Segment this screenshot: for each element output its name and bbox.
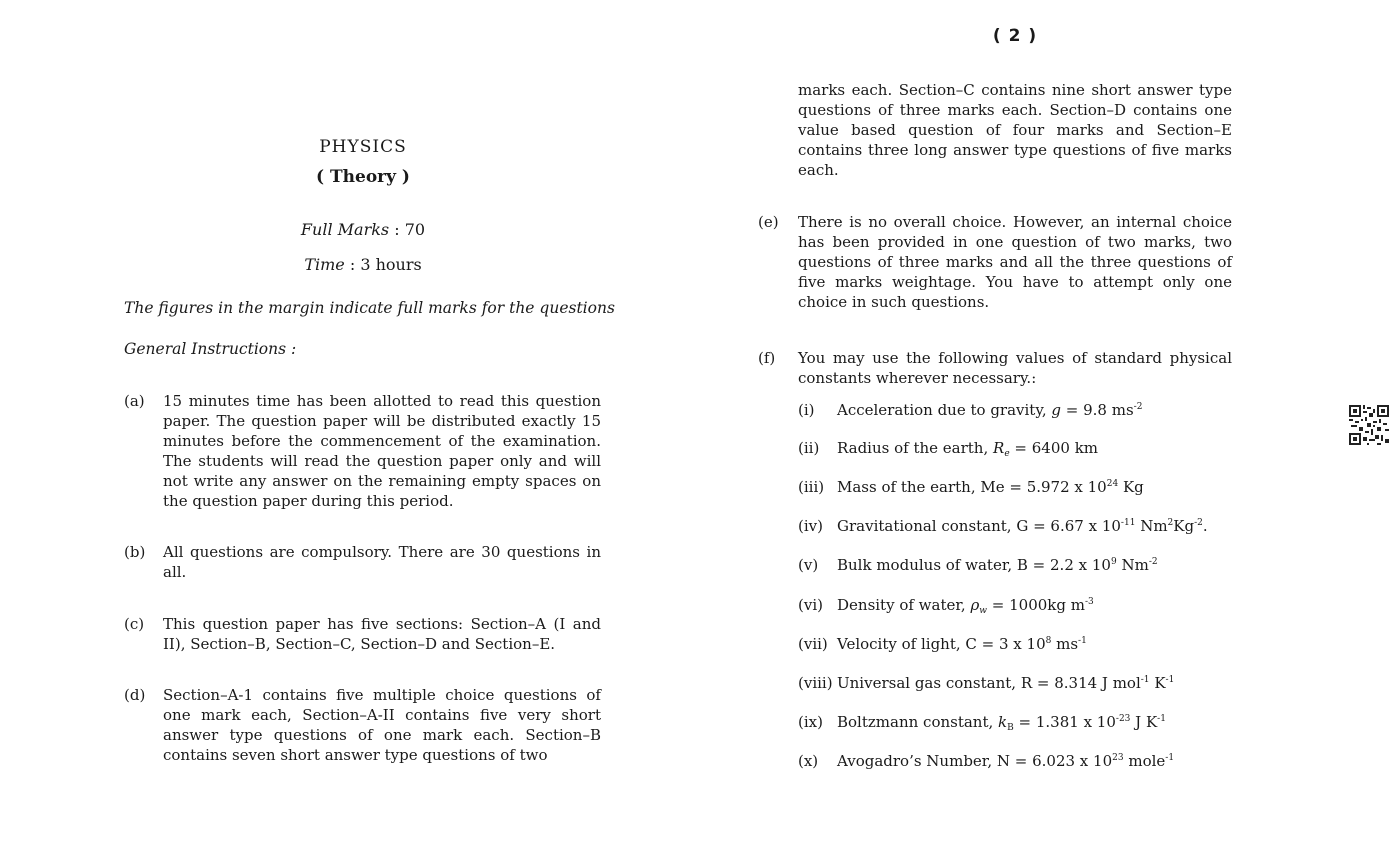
full-marks: [213, 220, 513, 239]
constant-label: (i): [798, 401, 815, 419]
constant-label: (viii): [798, 674, 833, 692]
constant-label: (vi): [798, 596, 823, 614]
constant-value: = 9.8 ms: [1065, 401, 1134, 419]
exponent: -11: [1120, 518, 1136, 528]
instruction-label: (b): [124, 543, 146, 561]
constant-gas: [798, 673, 1174, 693]
exponent: 24: [1106, 479, 1119, 489]
subscript: B: [1007, 723, 1014, 733]
constant-avogadro: [798, 751, 1174, 771]
constant-gravitational: [798, 516, 1208, 536]
constant-name: Mass of the earth, Me = 5.972 x 10: [837, 478, 1107, 496]
constant-name: Boltzmann constant,: [837, 713, 994, 731]
instruction-text: 15 minutes time has been allotted to read this question paper. The question paper will be distributed exactly 15 minutes before the commencement of the examination. The students will read the question paper only and will not write any answer on the remaining empty spaces on the question paper during this period.: [163, 392, 601, 510]
exponent: -1: [1078, 636, 1087, 646]
constant-label: (x): [798, 752, 819, 770]
subscript: w: [979, 606, 987, 616]
exponent: 2: [1167, 518, 1174, 528]
constant-value: = 1.381 x 10: [1013, 713, 1116, 731]
constant-label: (v): [798, 556, 819, 574]
exponent: -1: [1165, 753, 1175, 763]
full-marks-label: Full Marks: [300, 220, 390, 239]
instruction-label: (c): [124, 615, 145, 633]
exponent: -2: [1194, 518, 1203, 528]
constant-label: (ix): [798, 713, 823, 731]
subscript: e: [1004, 449, 1010, 459]
constant-symbol: g: [1051, 401, 1061, 419]
constant-name: Avogadro’s Number, N = 6.023 x 10: [837, 752, 1113, 770]
instruction-label: (e): [758, 213, 779, 231]
full-marks-value: : 70: [394, 220, 426, 239]
constant-name: Gravitational constant, G = 6.67 x 10: [837, 517, 1121, 535]
constant-symbol: k: [998, 713, 1008, 731]
time-label: Time: [304, 255, 345, 274]
time-allowed: [213, 255, 513, 274]
exponent: 23: [1112, 753, 1124, 763]
exponent: -23: [1115, 714, 1131, 724]
unit: .: [1202, 517, 1208, 535]
constant-label: (vii): [798, 635, 828, 653]
constant-name: Bulk modulus of water, B = 2.2 x 10: [837, 556, 1111, 574]
constant-gravity: [798, 400, 1142, 420]
exponent: 8: [1045, 636, 1052, 646]
exponent: 9: [1110, 557, 1117, 567]
instruction-label: (a): [124, 392, 145, 410]
page-number: ( 2 ): [992, 26, 1038, 46]
constant-name: Radius of the earth,: [837, 439, 989, 457]
unit: ms: [1051, 635, 1079, 653]
instruction-label: (d): [124, 686, 146, 704]
instruction-text: All questions are compulsory. There are 30 questions in all.: [163, 543, 601, 581]
constant-earth-radius: [798, 438, 1098, 458]
constant-value: = 1000kg m: [987, 596, 1085, 614]
unit: Kg: [1173, 517, 1195, 535]
constant-bulk-modulus: [798, 555, 1158, 575]
margin-note: The figures in the margin indicate full marks for the questions: [124, 299, 615, 317]
unit: Kg: [1118, 478, 1144, 496]
paper-title: PHYSICS: [319, 137, 407, 157]
constant-name: Velocity of light, C = 3 x 10: [837, 635, 1046, 653]
instruction-label: (f): [758, 349, 776, 367]
constant-name: Universal gas constant, R = 8.314 J mol: [837, 674, 1141, 692]
constant-boltzmann: [798, 712, 1166, 732]
constant-symbol: ρ: [970, 596, 980, 614]
constant-label: (iii): [798, 478, 825, 496]
constant-value: = 6400 km: [1009, 439, 1099, 457]
constant-light-velocity: [798, 634, 1087, 654]
instruction-text: Section–A-1 contains five multiple choice questions of one mark each, Section–A-II contains five very short answer type questions of one mark each. Section–B contains seven short answer type questions of two: [163, 686, 601, 764]
exponent: -1: [1157, 714, 1166, 724]
instruction-text: There is no overall choice. However, an internal choice has been provided in one question of two marks, two questions of three marks and all the three questions of five marks weightage. You have to attempt only one choice in such questions.: [798, 213, 1232, 311]
constant-earth-mass: [798, 477, 1144, 497]
constant-name: Acceleration due to gravity,: [837, 401, 1047, 419]
unit: mole: [1123, 752, 1166, 770]
constant-name: Density of water,: [837, 596, 966, 614]
general-instructions-heading: General Instructions :: [124, 340, 297, 358]
paper-subtitle: ( Theory ): [316, 167, 410, 187]
exponent: -2: [1148, 557, 1158, 567]
exponent: -3: [1084, 597, 1094, 607]
unit: Nm: [1116, 556, 1149, 574]
time-value: : 3 hours: [349, 255, 422, 274]
instruction-text: You may use the following values of standard physical constants wherever necessary.:: [798, 349, 1232, 387]
constant-symbol: R: [993, 439, 1005, 457]
instruction-text: This question paper has five sections: Section–A (I and II), Section–B, Section–C, Section–D and Section–E.: [163, 615, 601, 653]
exponent: -1: [1140, 675, 1150, 685]
constant-water-density: [798, 595, 1094, 615]
constant-label: (ii): [798, 439, 820, 457]
exponent: -2: [1133, 402, 1143, 412]
qr-code-icon: [1349, 405, 1389, 445]
unit: K: [1149, 674, 1166, 692]
unit: Nm: [1135, 517, 1168, 535]
instruction-d-continued: marks each. Section–C contains nine short answer type questions of three marks each. Section–D contains one value based question of four marks and Section–E contains three long answer type questions of five marks each.: [798, 81, 1232, 179]
exponent: -1: [1165, 675, 1175, 685]
constant-label: (iv): [798, 517, 823, 535]
unit: J K: [1130, 713, 1158, 731]
